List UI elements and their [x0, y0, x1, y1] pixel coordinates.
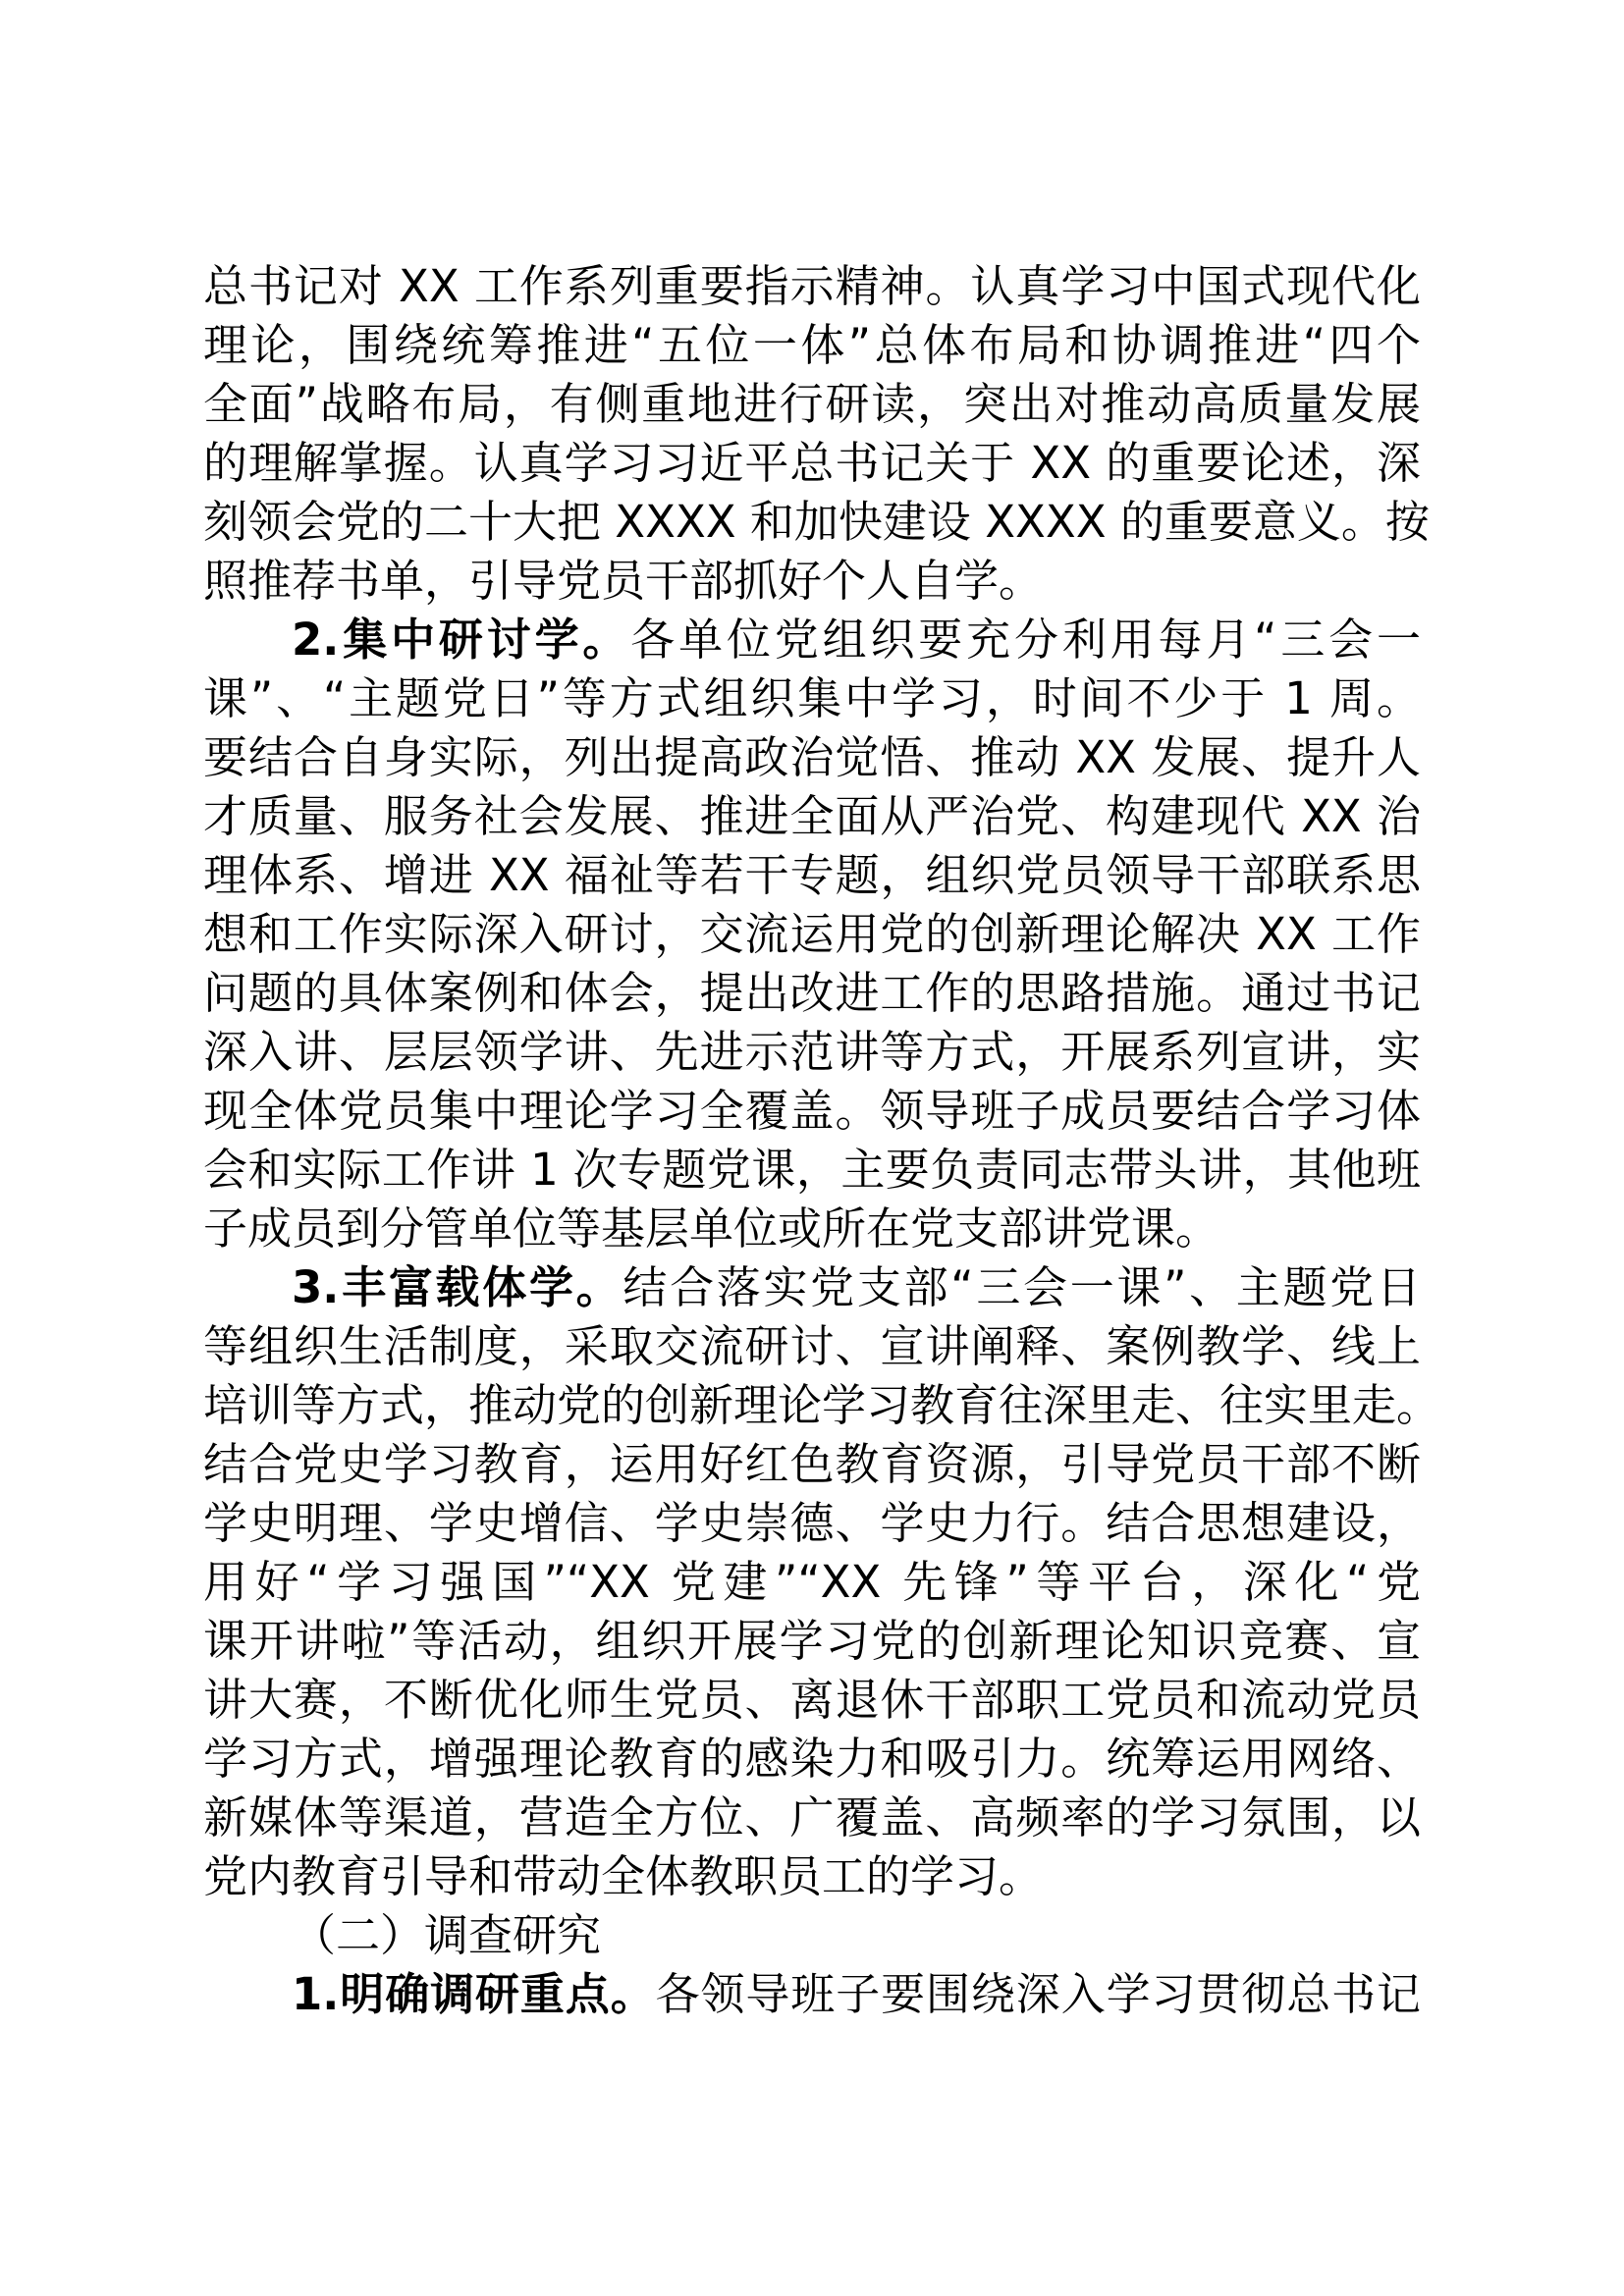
text-line: 培训等方式，推动党的创新理论学习教育往深里走、往实里走。 [203, 1379, 1441, 1431]
text-line: 结合党史学习教育，运用好红色教育资源，引导党员干部不断 [203, 1438, 1421, 1490]
text-line: 的理解掌握。认真学习习近平总书记关于 XX 的重要论述，深 [203, 437, 1421, 489]
text-span: 各领导班子要围绕深入学习贯彻总书记 [655, 1968, 1421, 2020]
text-line: 照推荐书单，引导党员干部抓好个人自学。 [203, 555, 1044, 607]
text-line: 才质量、服务社会发展、推进全面从严治党、构建现代 XX 治 [203, 790, 1421, 842]
paragraph-item-3 [203, 1258, 1441, 1906]
text-line: 问题的具体案例和体会，提出改进工作的思路措施。通过书记 [203, 967, 1421, 1019]
text-line: 现全体党员集中理论学习全覆盖。领导班子成员要结合学习体 [203, 1085, 1421, 1137]
text-line: 讲大赛，不断优化师生党员、离退休干部职工党员和流动党员 [203, 1674, 1421, 1726]
text-line: 想和工作实际深入研讨，交流运用党的创新理论解决 XX 工作 [203, 908, 1421, 960]
text-line: 用好“学习强国”“XX 党建”“XX 先锋”等平台，深化“党 [203, 1556, 1421, 1608]
paragraph-item-1b [203, 1965, 1421, 2024]
text-line: 会和实际工作讲 1 次专题党课，主要负责同志带头讲，其他班 [203, 1144, 1421, 1196]
text-line-first [203, 1258, 1421, 1317]
text-line: 深入讲、层层领学讲、先进示范讲等方式，开展系列宣讲，实 [203, 1026, 1421, 1078]
text-line: 党内教育引导和带动全体教职员工的学习。 [203, 1850, 1044, 1902]
item-heading: 1.明确调研重点。 [292, 1968, 656, 2020]
section-heading: （二）调查研究 [292, 1909, 602, 1961]
text-line: 等组织生活制度，采取交流研讨、宣讲阐释、案例教学、线上 [203, 1320, 1421, 1372]
text-line: 课”、“主题党日”等方式组织集中学习，时间不少于 1 周。 [203, 672, 1421, 724]
text-line: 学史明理、学史增信、学史崇德、学史力行。结合思想建设， [203, 1497, 1421, 1549]
text-line: 总书记对 XX 工作系列重要指示精神。认真学习中国式现代化 [203, 260, 1421, 312]
text-span: 各单位党组织要充分利用每月“三会一 [630, 614, 1421, 666]
text-line: 子成员到分管单位等基层单位或所在党支部讲党课。 [203, 1202, 1220, 1255]
text-line-first [203, 611, 1421, 669]
text-line: 学习方式，增强理论教育的感染力和吸引力。统筹运用网络、 [203, 1733, 1421, 1785]
text-line: 课开讲啦”等活动，组织开展学习党的创新理论知识竞赛、宣 [203, 1615, 1421, 1667]
text-span: 结合落实党支部“三会一课”、主题党日 [623, 1261, 1421, 1313]
text-line: 全面”战略布局，有侧重地进行研读，突出对推动高质量发展 [203, 378, 1421, 430]
text-line: 刻领会党的二十大把 XXXX 和加快建设 XXXX 的重要意义。按 [203, 496, 1430, 548]
text-line-first [203, 1965, 1421, 2024]
document-body [203, 257, 1441, 2024]
text-line: 新媒体等渠道，营造全方位、广覆盖、高频率的学习氛围，以 [203, 1791, 1421, 1843]
paragraph-item-2 [203, 611, 1421, 1258]
text-line: 理论，围绕统筹推进“五位一体”总体布局和协调推进“四个 [203, 319, 1421, 371]
paragraph-intro [203, 257, 1430, 611]
item-heading: 3.丰富载体学。 [292, 1261, 623, 1313]
text-line: 理体系、增进 XX 福祉等若干专题，组织党员领导干部联系思 [203, 849, 1421, 901]
text-line: 要结合自身实际，列出提高政治觉悟、推动 XX 发展、提升人 [203, 731, 1421, 783]
item-heading: 2.集中研讨学。 [292, 614, 631, 666]
